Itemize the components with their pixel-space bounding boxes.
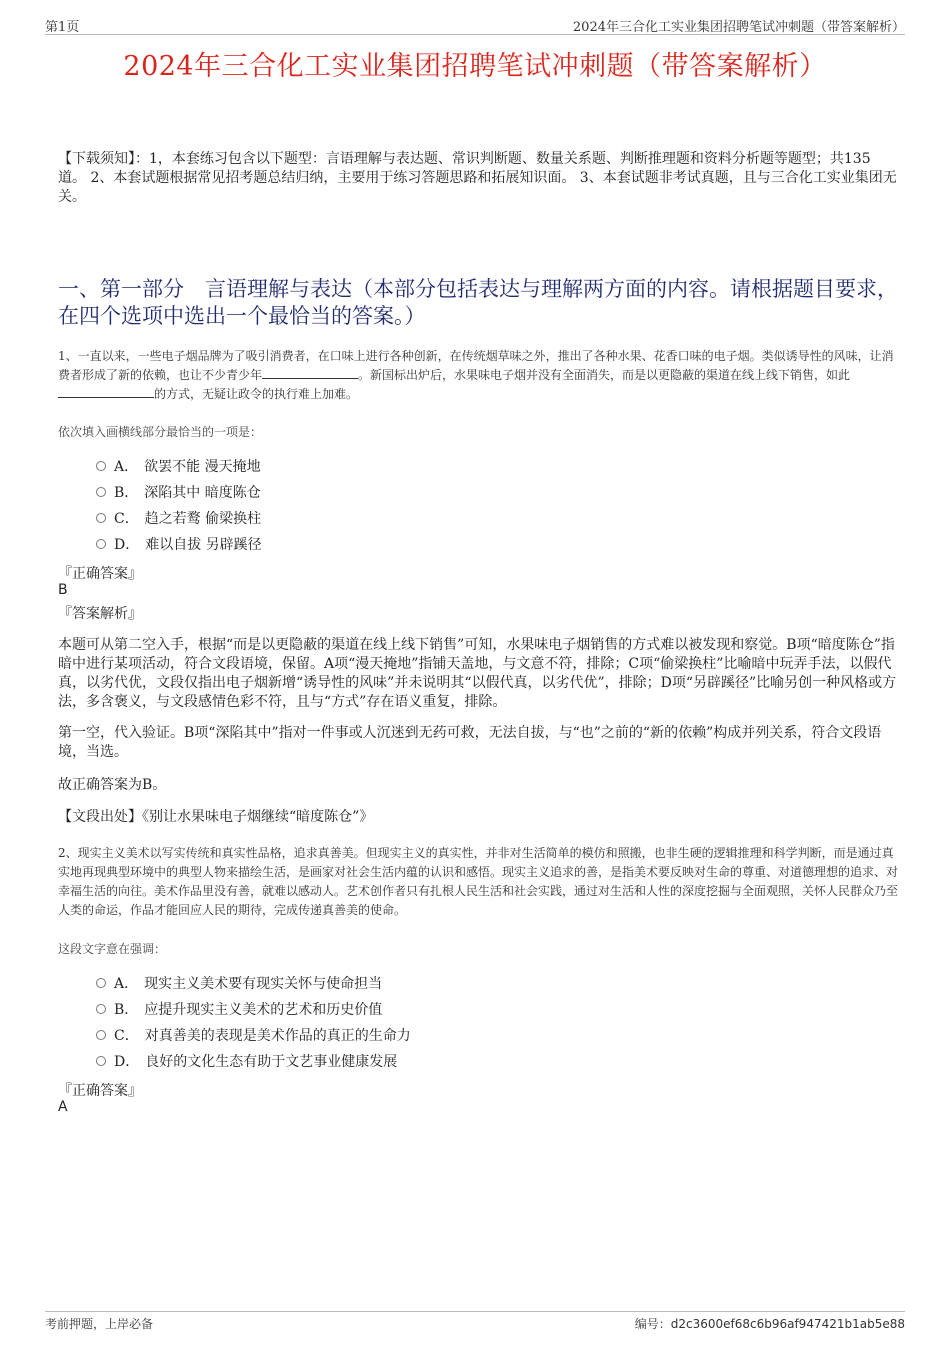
question-2-prompt: 这段文字意在强调： — [58, 942, 167, 956]
option-letter: A． — [114, 976, 139, 992]
download-notice: 【下载须知】：1，本套练习包含以下题型：言语理解与表达题、常识判断题、数量关系题、判断推理题和资料分析题等题型；共135道。 2、本套试题根据常见招考题总结归纳，主要用于练习答题思路和拓展知识面。 3、本套试题非考试真题，且与三合化工实业集团无关。 — [58, 151, 897, 205]
option-text: 现实主义美术要有现实关怀与使命担当 — [144, 976, 383, 992]
question-1-text-part-a: 1、一直以来，一些电子烟品牌为了吸引消费者，在口味上进行各种创新，在传统烟草味之外，推出了各种水果、花香口味的电子烟。类似诱导性的风味，让消费者形成了新的依赖，也让不少青少年 — [58, 349, 894, 382]
option-text: 对真善美的表现是美术作品的真正的生命力 — [144, 1028, 411, 1044]
option-letter: C． — [114, 511, 139, 527]
radio-icon[interactable] — [96, 978, 106, 988]
fill-blank-2 — [58, 385, 154, 398]
answer-value: A — [58, 1099, 68, 1115]
radio-icon[interactable] — [96, 1004, 106, 1014]
option-d[interactable] — [96, 531, 262, 557]
question-1-text-part-c: 的方式，无疑让政令的执行难上加难。 — [154, 387, 359, 401]
answer-label: 『正确答案』 — [58, 566, 142, 582]
option-a[interactable] — [96, 453, 262, 479]
option-letter: B． — [114, 1002, 139, 1018]
analysis-paragraph-2: 第一空，代入验证。B项“深陷其中”指对一件事或人沉迷到无药可救，无法自拔，与“也”之前的“新的依赖”构成并列关系，符合文段语境，当选。 — [58, 725, 882, 760]
radio-icon[interactable] — [96, 1030, 106, 1040]
question-2-text: 2、现实主义美术以写实传统和真实性品格，追求真善美。但现实主义的真实性，并非对生活简单的模仿和照搬，也非生硬的逻辑推理和科学判断，而是通过真实地再现典型环境中的典型人物来描绘生活，是画家对社会生活内蕴的认识和感悟。现实主义追求的善，是指美术要反映对生命的尊重、对道德理想的追求、对幸福生活的向往。美术作品里没有善，就难以感动人。艺术创作者只有扎根人民生活和社会实践，通过对生活和人性的深度挖掘与全面观照，关怀人民群众乃至人类的命运，作品才能回应人民的期待，完成传递真善美的使命。 — [58, 846, 899, 917]
option-b[interactable] — [96, 996, 411, 1022]
option-text: 良好的文化生态有助于文艺事业健康发展 — [145, 1054, 398, 1070]
analysis-conclusion: 故正确答案为B。 — [58, 777, 167, 793]
option-c[interactable] — [96, 505, 262, 531]
header-doc-title: 2024年三合化工实业集团招聘笔试冲刺题（带答案解析） — [572, 20, 905, 35]
option-text: 欲罢不能 漫天掩地 — [144, 459, 261, 475]
radio-icon[interactable] — [96, 487, 106, 497]
footer-slogan: 考前押题，上岸必备 — [45, 1317, 154, 1331]
radio-icon[interactable] — [96, 1056, 106, 1066]
option-letter: D． — [114, 537, 140, 553]
option-text: 难以自拔 另辟蹊径 — [145, 537, 262, 553]
page-number: 第1页 — [45, 20, 80, 35]
answer-value: B — [58, 582, 68, 598]
footer-code — [635, 1315, 905, 1332]
question-2-options — [96, 970, 411, 1074]
option-c[interactable] — [96, 1022, 411, 1048]
document-title: 2024年三合化工实业集团招聘笔试冲刺题（带答案解析） — [123, 51, 827, 82]
section-heading: 一、第一部分 言语理解与表达（本部分包括表达与理解两方面的内容。请根据题目要求，在四个选项中选出一个最恰当的答案。） — [58, 277, 898, 328]
option-letter: D． — [114, 1054, 140, 1070]
radio-icon[interactable] — [96, 461, 106, 471]
option-letter: B． — [114, 485, 139, 501]
option-text: 趋之若鹜 偷梁换柱 — [144, 511, 262, 527]
option-letter: C． — [114, 1028, 139, 1044]
option-text: 深陷其中 暗度陈仓 — [144, 485, 261, 501]
source-citation: 【文段出处】《别让水果味电子烟继续“暗度陈仓”》 — [58, 809, 374, 825]
fill-blank-1 — [262, 366, 358, 379]
footer-code-label: 编号： — [634, 1317, 671, 1331]
page-footer — [45, 1311, 905, 1334]
question-1-options — [96, 453, 262, 557]
question-1-text — [58, 347, 898, 404]
option-text: 应提升现实主义美术的艺术和历史价值 — [144, 1002, 383, 1018]
page-header — [45, 14, 905, 35]
radio-icon[interactable] — [96, 539, 106, 549]
option-b[interactable] — [96, 479, 262, 505]
radio-icon[interactable] — [96, 513, 106, 523]
question-1-prompt: 依次填入画横线部分最恰当的一项是： — [58, 425, 263, 439]
answer-label: 『正确答案』 — [58, 1083, 142, 1099]
option-letter: A． — [114, 459, 139, 475]
question-1-text-part-b: 。新国标出炉后，水果味电子烟并没有全面消失，而是以更隐蔽的渠道在线上线下销售，如此 — [358, 368, 851, 382]
analysis-paragraph-1: 本题可从第二空入手，根据“而是以更隐蔽的渠道在线上线下销售”可知，水果味电子烟销售的方式难以被发现和察觉。B项“暗度陈仓”指暗中进行某项活动，符合文段语境，保留。A项“漫天掩地”指铺天盖地，与文意不符，排除；C项“偷梁换柱”比喻暗中玩弄手法，以假代真，以劣代优，文段仅指出电子烟新增“诱导性的风味”并未说明其“以假代真，以劣代优”，排除；D项“另辟蹊径”比喻另创一种风格或方法，多含褒义，与文段感情色彩不符，且与“方式”存在语义重复，排除。 — [58, 637, 897, 710]
option-a[interactable] — [96, 970, 411, 996]
option-d[interactable] — [96, 1048, 411, 1074]
analysis-label: 『答案解析』 — [58, 606, 142, 622]
footer-code-value: d2c3600ef68c6b96af947421b1ab5e88 — [670, 1317, 905, 1331]
